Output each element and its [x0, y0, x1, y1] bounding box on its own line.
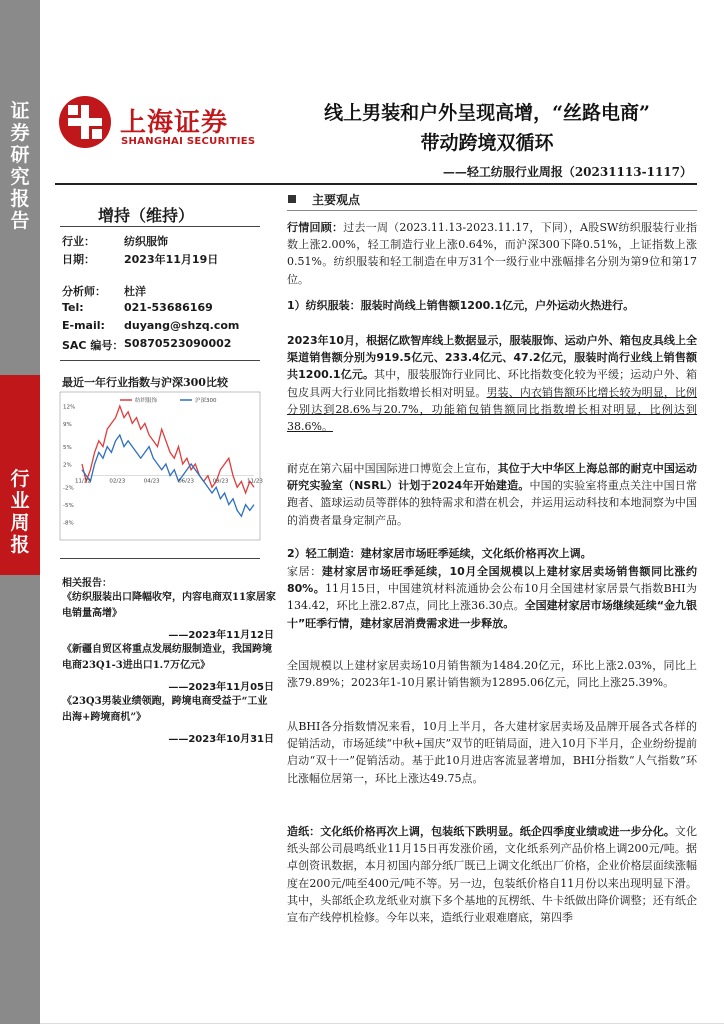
x-tick-label: 11/23 [247, 478, 263, 485]
info-divider [60, 360, 260, 361]
email-label: E-mail: [62, 319, 105, 332]
home-furnishing-paragraph: 家居：建材家居市场旺季延续，10月全国规模以上建材家居卖场销售额同比涨约80%。11月15日，中国建筑材料流通协会公布10月全国建材家居景气指数BHI为134.42，环比上涨2.87点，同比上涨36.30点。全国建材家居市场继续延续“金九银十”旺季行情，建材家居消费需求进一步释放。 [287, 565, 697, 630]
y-tick-label: 12% [63, 404, 76, 411]
y-tick-label: -5% [63, 503, 74, 510]
related-report-link[interactable]: 《23Q3男装业绩领跑，跨境电商受益于“工业出海+跨境商机”》 [62, 696, 268, 723]
header-divider [55, 183, 697, 185]
email-value[interactable]: duyang@shzq.com [124, 319, 240, 332]
sales-paragraph: 全国规模以上建材家居卖场10月销售额为1484.20亿元，环比上涨2.03%，同比上涨79.89%；2023年1-10月累计销售额为12895.06亿元，同比上涨25.39%。 [287, 659, 697, 690]
related-report-link[interactable]: 《新疆自贸区将重点发展纺服制造业，我国跨境电商23Q1-3进出口1.7万亿元》 [62, 644, 272, 671]
y-tick-label: -8% [63, 520, 74, 527]
x-tick-label: 02/23 [109, 478, 126, 485]
rating-divider [60, 226, 260, 227]
sidebar-bottom-band [0, 575, 40, 1024]
nike-paragraph: 耐克在第六届中国国际进口博览会上宣布，其位于大中华区上海总部的耐克中国运动研究实验室（NSRL）计划于2024年开始建造。中国的实验室将重点关注中国日常跑者、篮球运动员等群体的独特需求和潜在机会，并运用运动科技和本地洞察为中国的消费者量身定制产品。 [287, 462, 698, 527]
paper-paragraph: 造纸：文化纸价格再次上调，包装纸下跌明显。纸企四季度业绩或进一步分化。文化纸头部公司晨鸣纸业11月15日再发涨价函，文化纸系列产品价格上调200元/吨。据卓创资讯数据，本月初国内部分纸厂既已上调文化纸出厂价格，企业价格层面续涨幅度在200元/吨至400元/吨不等。另一边，包装纸价格自11月份以来出现明显下滑。其中，头部纸企玖龙纸业对旗下多个基地的瓦楞纸、牛卡纸做出降价调整；还有纸企宣布产线停机检修。今年以来，造纸行业艰难磨底，第四季 [287, 825, 698, 925]
legend-label: 纺织服饰 [135, 398, 158, 404]
chart-divider [60, 558, 260, 559]
y-tick-label: 9% [63, 421, 72, 428]
related-reports-title: 相关报告： [62, 578, 112, 589]
legend-label: 沪深300 [195, 398, 217, 404]
industry-index-chart [60, 392, 263, 540]
rating-label: 增持（维持） [98, 206, 195, 225]
date-value: 2023年11月19日 [124, 253, 219, 266]
sidebar-weekly-label: 行业周报 [10, 468, 30, 556]
company-logo-icon [58, 95, 112, 149]
related-report-date: ——2023年11月05日 [168, 682, 274, 693]
sac-label: SAC 编号： [62, 339, 124, 352]
report-subtitle: ——轻工纺服行业周报（20231113-1117） [442, 165, 692, 179]
y-tick-label: -2% [63, 485, 74, 492]
tel-value: 021-53686169 [124, 301, 213, 314]
section-bullet-icon [288, 195, 296, 203]
sidebar-report-type: 证券研究报告 [10, 100, 30, 232]
sac-value: S0870523090002 [124, 337, 232, 350]
chart-title: 最近一年行业指数与沪深300比较 [62, 376, 228, 389]
related-report-date: ——2023年10月31日 [168, 734, 274, 745]
report-title-line1: 线上男装和户外呈现高增，“丝路电商” [324, 102, 650, 124]
bhi-paragraph: 从BHI各分指数情况来看，10月上半月，各大建材家居卖场及品牌开展各式各样的促销活动，市场延续“中秋+国庆”双节的旺销局面，进入10月下半月，企业纷纷提前启动“双十一”促销活动。基于此10月进店客流显著增加，BHI分指数“人气指数”环比涨幅位居第一，环比上涨达49.75点。 [287, 720, 697, 785]
related-report-link[interactable]: 《纺织服装出口降幅收窄，内容电商双11家居家电销量高增》 [62, 592, 276, 619]
y-tick-label: 2% [63, 462, 72, 469]
market-review-paragraph: 行情回顾：过去一周（2023.11.13-2023.11.17，下同），A股SW纺织服装行业指数上涨2.00%，轻工制造行业上涨0.64%，而沪深300下降0.51%，上证指数上涨0.51%。纺织服装和轻工制造在申万31个一级行业中涨幅排名分别为第9位和第17位。 [287, 221, 698, 286]
related-report-date: ——2023年11月12日 [168, 630, 274, 641]
date-label: 日期： [62, 253, 95, 266]
section-divider [287, 210, 697, 211]
industry-label: 行业： [62, 235, 95, 248]
tel-label: Tel: [62, 301, 84, 314]
analyst-value: 杜洋 [124, 285, 146, 298]
x-tick-label: 04/23 [143, 478, 160, 485]
x-tick-label: 06/23 [178, 478, 195, 485]
x-tick-label: 11/22 [75, 478, 91, 485]
industry-value: 纺织服饰 [124, 235, 168, 248]
textile-heading: 1）纺织服装：服装时尚线上销售额1200.1亿元，户外运动火热进行。 [287, 299, 635, 312]
logo-name-en: SHANGHAI SECURITIES [121, 136, 256, 147]
report-title-line2: 带动跨境双循环 [420, 132, 554, 154]
y-tick-label: 5% [63, 445, 72, 452]
analyst-label: 分析师： [62, 285, 106, 298]
section-title: 主要观点 [312, 193, 361, 207]
online-sales-paragraph: 2023年10月，根据亿欧智库线上数据显示，服装服饰、运动户外、箱包皮具线上全渠道销售额分别为919.5亿元、233.4亿元、47.2亿元，服装时尚行业线上销售额共1200.1亿元。其中，服装服饰行业同比、环比指数变化较为平缓；运动户外、箱包皮具两大行业同比指数增长相对明显。男装、内衣销售额环比增长较为明显，比例分别达到28.6%与20.7%，功能箱包销售额同比指数增长相对明显，比例达到38.6%。 [287, 334, 697, 434]
light-industry-heading: 2）轻工制造：建材家居市场旺季延续，文化纸价格再次上调。 [287, 547, 592, 560]
x-tick-label: 09/23 [212, 478, 229, 485]
logo-name-cn: 上海证券 [120, 108, 229, 138]
